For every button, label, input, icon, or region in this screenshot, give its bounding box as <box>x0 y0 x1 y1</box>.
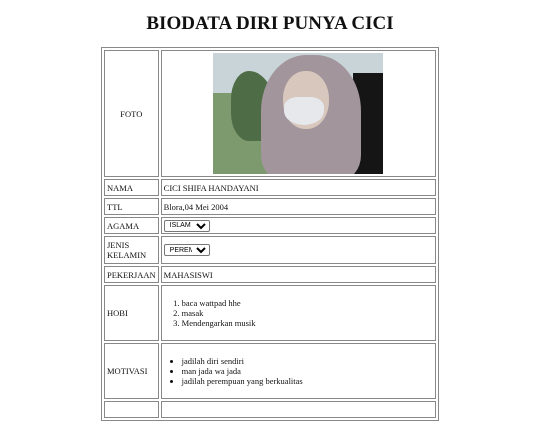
motivasi-cell <box>161 343 436 399</box>
table-row-foto <box>104 50 436 177</box>
table-row-motivasi <box>104 343 436 399</box>
table-row-ttl <box>104 198 436 215</box>
page-title: BIODATA DIRI PUNYA CICI <box>146 13 394 34</box>
table-row-nama <box>104 179 436 196</box>
table-row-jenis-kelamin <box>104 236 436 264</box>
foto-cell <box>161 50 436 177</box>
agama-cell <box>161 217 436 234</box>
table-row-agama <box>104 217 436 234</box>
biodata-table <box>101 47 439 421</box>
partial-value <box>161 401 436 418</box>
list-item: 3. Mendengarkan musik <box>182 318 433 328</box>
list-item: • jadilah perempuan yang berkualitas <box>182 376 433 386</box>
ttl-label: TTL <box>104 198 159 215</box>
motivasi-label: MOTIVASI <box>104 343 159 399</box>
pekerjaan-value: MAHASISWI <box>161 266 436 283</box>
jenis-kelamin-select[interactable] <box>164 244 210 256</box>
foto-label: FOTO <box>104 50 159 177</box>
nama-value: CICI SHIFA HANDAYANI <box>161 179 436 196</box>
hobi-list <box>164 298 433 328</box>
nama-label: NAMA <box>104 179 159 196</box>
list-item: 2. masak <box>182 308 433 318</box>
profile-photo <box>213 53 383 174</box>
agama-select[interactable] <box>164 220 210 232</box>
jenis-kelamin-label: JENIS KELAMIN <box>104 236 159 264</box>
hobi-cell <box>161 285 436 341</box>
partial-label <box>104 401 159 418</box>
table-row-pekerjaan <box>104 266 436 283</box>
list-item: • jadilah diri sendiri <box>182 356 433 366</box>
jenis-kelamin-cell <box>161 236 436 264</box>
list-item: • man jada wa jada <box>182 366 433 376</box>
list-item: 1. baca wattpad hhe <box>182 298 433 308</box>
motivasi-list <box>164 356 433 386</box>
hobi-label: HOBI <box>104 285 159 341</box>
ttl-value: Blora,04 Mei 2004 <box>161 198 436 215</box>
table-row-partial <box>104 401 436 418</box>
pekerjaan-label: PEKERJAAN <box>104 266 159 283</box>
agama-label: AGAMA <box>104 217 159 234</box>
table-row-hobi <box>104 285 436 341</box>
